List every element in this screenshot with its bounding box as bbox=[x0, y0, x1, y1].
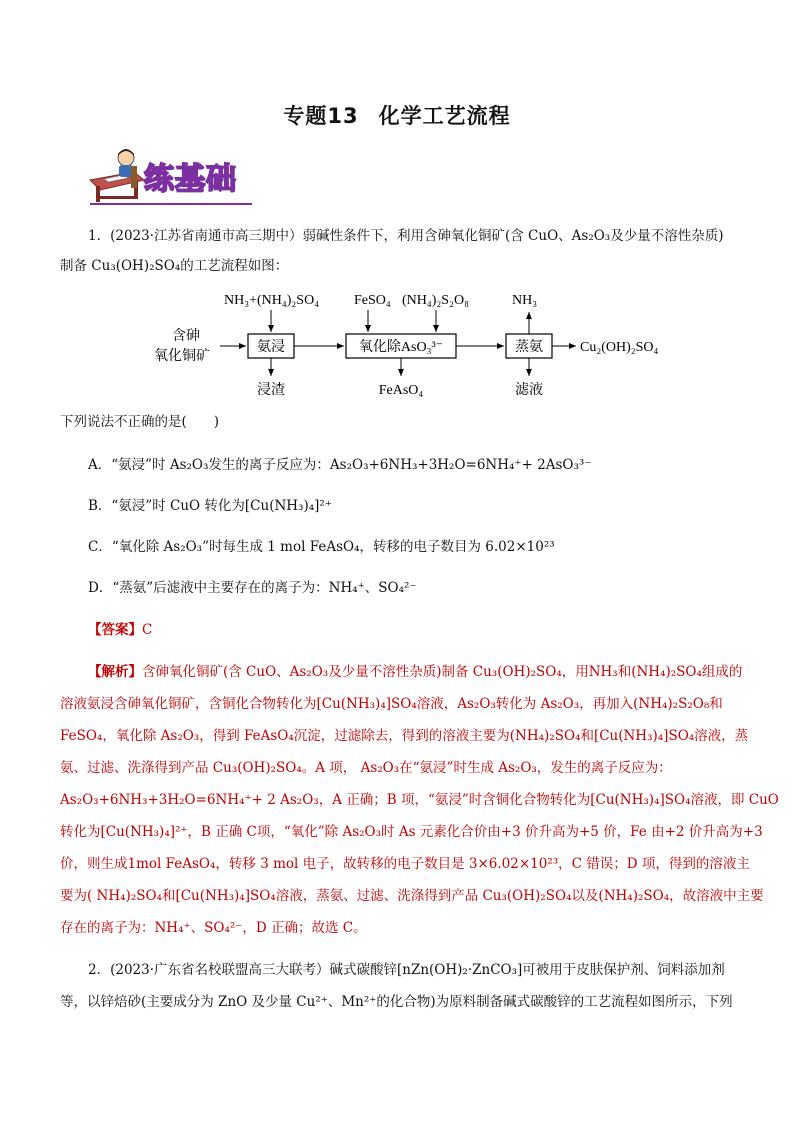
q2-stem-line2: 等，以锌焙砂(主要成分为 ZnO 及少量 Cu²⁺、Mn²⁺的化合物)为原料制备碱式碳酸锌的工艺流程如图所示，下列 bbox=[60, 994, 733, 1010]
q1-stem-line1: 1．(2023·江苏省南通市高三期中）弱碱性条件下，利用含砷氧化铜矿(含 CuO、As₂O₃及少量不溶性杂质) bbox=[88, 228, 724, 244]
q1-analysis-line1 bbox=[88, 662, 743, 682]
q1-flow-diagram bbox=[140, 284, 700, 404]
q1-option-a: A．“氨浸”时 As₂O₃发生的离子反应为：As₂O₃+6NH₃+3H₂O=6NH₄⁺+ 2AsO₃³⁻ bbox=[88, 457, 592, 473]
q1-analysis-line8: 要为( NH₄)₂SO₄和[Cu(NH₃)₄]SO₄溶液，蒸氨、过滤、洗涤得到产品 Cu₃(OH)₂SO₄以及(NH₄)₂SO₄，故溶液中主要 bbox=[60, 888, 764, 904]
q2-stem-line1: 2．(2023·广东省名校联盟高三大联考）碱式碳酸锌[nZn(OH)₂·ZnCO₃]可被用于皮肤保护剂、饲料添加剂 bbox=[88, 962, 725, 978]
q1-analysis-line7: 价，则生成1mol FeAsO₄，转移 3 mol 电子，故转移的电子数目是 3×6.02×10²³，C 错误；D 项，得到的溶液主 bbox=[60, 856, 750, 872]
flow-below-filtrate: 滤液 bbox=[515, 383, 543, 398]
q1-analysis-line2: 溶液氨浸含砷氧化铜矿，含铜化合物转化为[Cu(NH₃)₄]SO₄溶液，As₂O₃转化为 As₂O₃，再加入(NH₄)₂S₂O₈和 bbox=[60, 696, 723, 712]
answer-value: C bbox=[142, 622, 153, 638]
flow-box1-label: 氨浸 bbox=[257, 340, 285, 355]
flow-box3-label: 蒸氨 bbox=[515, 340, 543, 355]
title-topic-name: 化学工艺流程 bbox=[378, 104, 511, 128]
title-topic-number: 专题13 bbox=[283, 104, 359, 128]
practice-basics-badge bbox=[86, 146, 254, 206]
q1-option-c: C．“氧化除 As₂O₃”时每生成 1 mol FeAsO₄，转移的电子数目为 6.02×10²³ bbox=[88, 539, 555, 555]
flow-input-ammonia: NH₃+(NH₄)₂SO₄ bbox=[224, 293, 320, 308]
q1-analysis-line4: 氨、过滤、洗涤得到产品 Cu₃(OH)₂SO₄。A 项， As₂O₃在“氨浸”时生成 As₂O₃，发生的离子反应为： bbox=[60, 760, 672, 776]
badge-label: 练基础 bbox=[144, 162, 237, 197]
flow-diagram-svg bbox=[140, 284, 700, 404]
page-title bbox=[0, 100, 794, 130]
flow-product: Cu₂(OH)₂SO₄ bbox=[580, 340, 659, 355]
flow-raw-line1: 含砷 bbox=[172, 329, 200, 344]
q1-analysis-line5: As₂O₃+6NH₃+3H₂O=6NH₄⁺+ 2 As₂O₃，A 正确；B 项，“氨浸”时含铜化合物转化为[Cu(NH₃)₄]SO₄溶液，即 CuO bbox=[60, 792, 779, 808]
flow-input-feso4: FeSO₄ bbox=[354, 293, 391, 308]
flow-output-nh3: NH₃ bbox=[512, 293, 538, 308]
analysis-text-0: 含砷氧化铜矿(含 CuO、As₂O₃及少量不溶性杂质)制备 Cu₃(OH)₂SO₄，用NH₃和(NH₄)₂SO₄组成的 bbox=[142, 664, 743, 680]
flow-below-feaso4: FeAsO₄ bbox=[378, 383, 424, 398]
q1-option-d: D．“蒸氨”后滤液中主要存在的离子为：NH₄⁺、SO₄²⁻ bbox=[88, 580, 417, 596]
flow-raw-line2: 氧化铜矿 bbox=[154, 349, 210, 364]
answer-tag: 【答案】 bbox=[88, 622, 142, 638]
flow-below-residue: 浸渣 bbox=[257, 383, 285, 398]
q1-answer bbox=[88, 620, 768, 640]
q1-option-b: B．“氨浸”时 CuO 转化为[Cu(NH₃)₄]²⁺ bbox=[88, 498, 332, 514]
q1-analysis-line6: 转化为[Cu(NH₃)₄]²⁺，B 正确 C项，“氧化”除 As₂O₃时 As 元素化合价由+3 价升高为+5 价，Fe 由+2 价升高为+3 bbox=[60, 824, 763, 840]
q1-prompt: 下列说法不正确的是( ) bbox=[60, 414, 220, 430]
flow-input-persulfate: (NH₄)₂S₂O₈ bbox=[402, 293, 469, 308]
flow-box2-label: 氧化除AsO₃³⁻ bbox=[358, 340, 444, 355]
q1-analysis-line9: 存在的离子为：NH₄⁺、SO₄²⁻，D 正确；故选 C。 bbox=[60, 920, 367, 936]
analysis-tag: 【解析】 bbox=[88, 664, 142, 680]
q1-analysis-line3: FeSO₄，氧化除 As₂O₃，得到 FeAsO₄沉淀，过滤除去，得到的溶液主要为(NH₄)₂SO₄和[Cu(NH₃)₄]SO₄溶液，蒸 bbox=[60, 728, 749, 744]
q1-stem-line2: 制备 Cu₃(OH)₂SO₄的工艺流程如图： bbox=[60, 258, 289, 274]
